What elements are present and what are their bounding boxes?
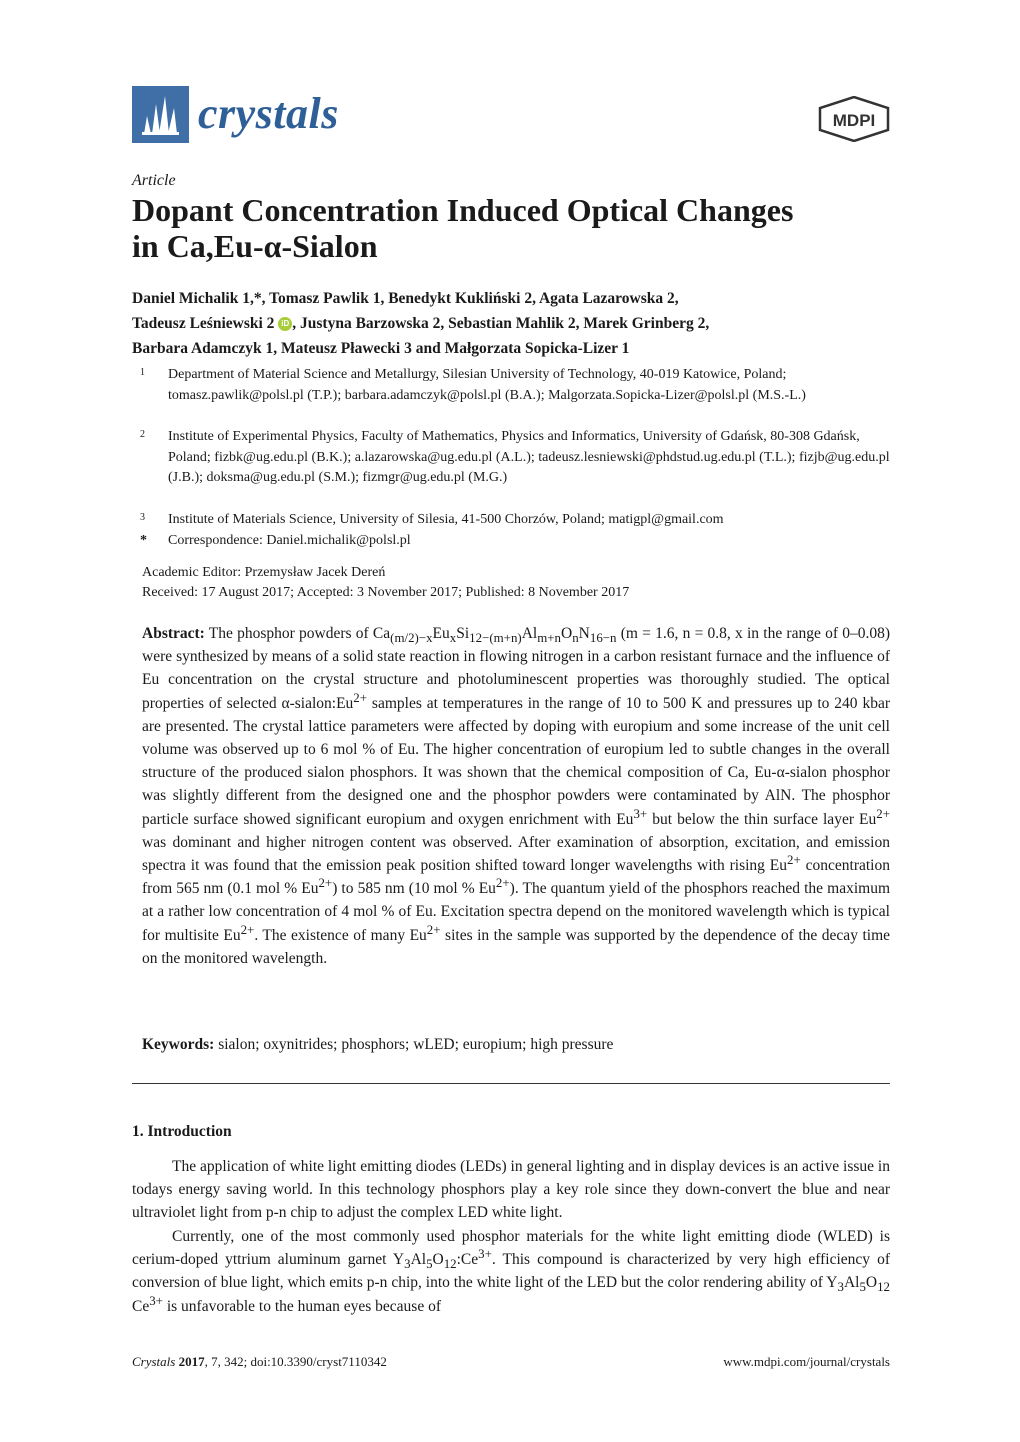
authors-line-2	[132, 311, 892, 336]
affiliation-1: 1 Department of Material Science and Metallurgy, Silesian University of Technology, 40-019 Katowice, Poland; tomasz.pawlik@polsl.pl (T.P.); barbara.adamczyk@polsl.pl (B.A.); Malgorzata.Sopicka-Lizer@polsl.pl (M.S.-L.)	[140, 367, 806, 403]
authors-line-2b: , Justyna Barzowska 2, Sebastian Mahlik 2, Marek Grinberg 2,	[292, 315, 710, 332]
footer-citation: Crystals 2017, 7, 342; doi:10.3390/cryst7110342	[132, 1354, 387, 1369]
title-line-1: Dopant Concentration Induced Optical Changes	[132, 192, 794, 228]
author-list	[132, 286, 892, 361]
keywords-text: sialon; oxynitrides; phosphors; wLED; europium; high pressure	[214, 1036, 614, 1053]
publisher-name: MDPI	[832, 111, 876, 130]
authors-line-2a: Tadeusz Leśniewski 2	[132, 315, 275, 332]
affiliation-3: 3 Institute of Materials Science, University of Silesia, 41-500 Chorzów, Poland; matigpl@gmail.com	[140, 512, 724, 527]
affiliation-2: 2 Institute of Experimental Physics, Faculty of Mathematics, Physics and Informatics, University of Gdańsk, 80-308 Gdańsk, Poland; fizbk@ug.edu.pl (B.K.); a.lazarowska@ug.edu.pl (A.L.); tadeusz.lesniewski@phdstud.ug.edu.pl (T.L.); fizjb@ug.edu.pl (J.B.); doksma@ug.edu.pl (S.M.); fizmgr@ug.edu.pl (M.G.)	[140, 429, 890, 485]
journal-name: crystals	[198, 89, 339, 138]
intro-paragraph-1: The application of white light emitting diodes (LEDs) in general lighting and in display devices is an active issue in todays energy saving world. In this technology phosphors play a key role since they down-convert the blue and near ultraviolet light from p-n chip to adjust the complex LED white light.	[132, 1158, 890, 1222]
abstract-label: Abstract:	[142, 625, 205, 642]
journal-logo-icon	[132, 86, 189, 143]
section-heading: 1. Introduction	[132, 1123, 232, 1140]
keywords	[142, 1036, 890, 1054]
academic-editor: Academic Editor: Przemysław Jacek Dereń	[142, 565, 386, 580]
orcid-icon[interactable]: iD	[278, 317, 292, 331]
footer-url[interactable]: www.mdpi.com/journal/crystals	[723, 1354, 890, 1369]
publisher-logo	[818, 96, 890, 142]
correspondence: * Correspondence: Daniel.michalik@polsl.pl	[140, 533, 411, 548]
abstract: Abstract: The phosphor powders of $Ca_{(m/2)-x}Eu_xSi_{12-(m+n)}Al_{m+n}O_nN_{16-n}$ (m = 1.6, n = 0.8, x in the range of 0–0.08) were synthesized by means of a solid state reaction in flowing nitrogen in a carbon resistant furnace and the influence of Eu concentration on the crystal structure and photoluminescent properties was thoroughly studied. The optical properties of selected $\alpha-sialon:Eu^{2+}$ samples at temperatures in the range of 10 to 500 K and pressures up to 240 kbar are presented. The crystal lattice parameters were affected by doping with europium and some increase of the unit cell volume was observed up to 6 mol % of Eu. The higher concentration of europium led to subtle changes in the overall structure of the produced sialon phosphors. It was shown that the chemical composition of Ca, Eu-α-sialon phosphor was slightly different from the designed one and the phosphor powders were contaminated by AlN. The phosphor particle surface showed significant europium and oxygen enrichment with $Eu^{3+}$ but below the thin surface layer $Eu^{2+}$ was dominant and higher nitrogen content was observed. After examination of absorption, excitation, and emission spectra it was found that the emission peak position shifted toward longer wavelengths with rising $Eu^{2+}$ concentration from 565 nm (0.1 mol % $Eu^{2+}$) to 585 nm (10 mol % $Eu^{2+}$). The quantum yield of the phosphors reached the maximum at a rather low concentration of 4 mol % of Eu. Excitation spectra depend on the monitored wavelength which is typical for multisite $Eu^{2+}$. The existence of many $Eu^{2+}$ sites in the sample was supported by the dependence of the decay time on the monitored wavelength.	[142, 625, 891, 967]
authors-line-3: Barbara Adamczyk 1, Mateusz Pławecki 3 and Małgorzata Sopicka-Lizer 1	[132, 340, 630, 357]
article-type: Article	[132, 172, 176, 189]
authors-line-1: Daniel Michalik 1,*, Tomasz Pawlik 1, Benedykt Kukliński 2, Agata Lazarowska 2,	[132, 290, 679, 307]
divider	[132, 1083, 890, 1084]
title-line-2: in Ca,Eu-α-Sialon	[132, 228, 378, 264]
publication-dates: Received: 17 August 2017; Accepted: 3 November 2017; Published: 8 November 2017	[142, 585, 630, 600]
page-title	[132, 192, 892, 264]
intro-paragraph-2: Currently, one of the most commonly used phosphor materials for the white light emitting diode (WLED) is cerium-doped yttrium aluminum garnet $Y_3Al_5O_{12}:Ce^{3+}$. This compound is characterized by very high efficiency of conversion of blue light, which emits p-n chip, into the white light of the LED but the color rendering ability of $Y_3Al_5O_{12}$ $Ce^{3+}$ is unfavorable to the human eyes because of	[132, 1228, 891, 1315]
keywords-label: Keywords:	[142, 1036, 215, 1053]
